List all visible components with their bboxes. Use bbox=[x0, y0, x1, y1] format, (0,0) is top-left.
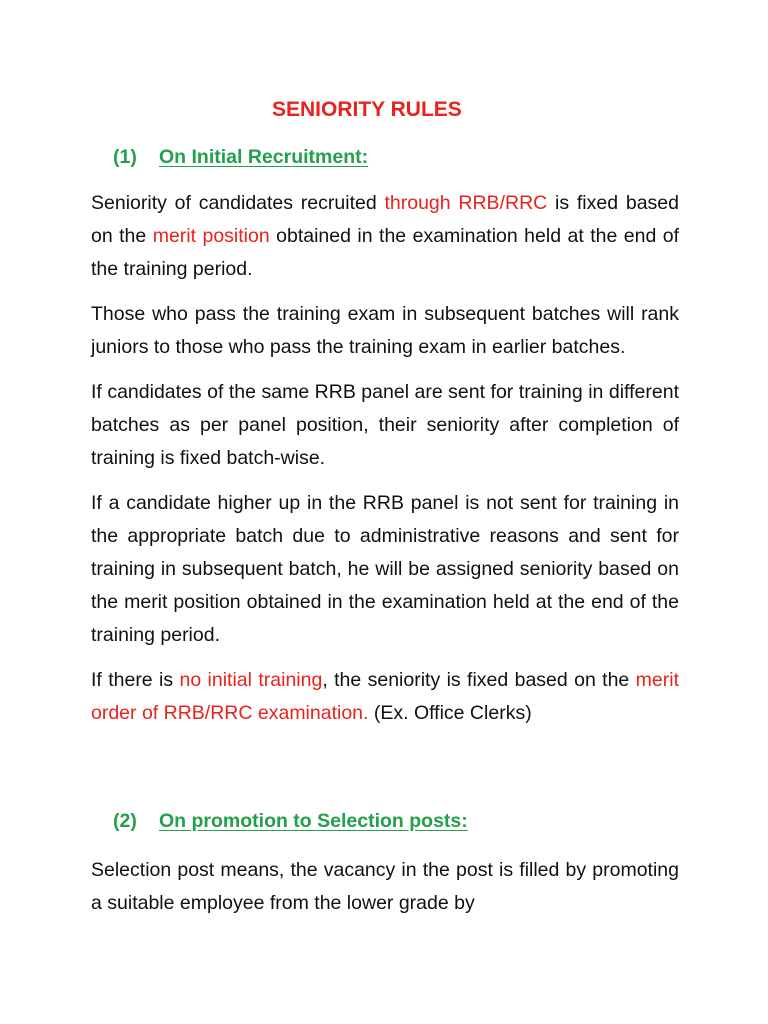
highlighted-text: no initial training bbox=[179, 669, 323, 691]
section-number: (2) bbox=[113, 810, 137, 832]
section-heading-selection-posts bbox=[113, 810, 468, 833]
paragraph bbox=[91, 664, 679, 730]
paragraph bbox=[91, 187, 679, 286]
section-heading-initial-recruitment bbox=[113, 146, 368, 169]
section-body-initial-recruitment bbox=[91, 187, 679, 730]
paragraph bbox=[91, 376, 679, 475]
paragraph bbox=[91, 487, 679, 652]
text-segment: Seniority of candidates recruited bbox=[91, 192, 385, 214]
paragraph bbox=[91, 298, 679, 364]
text-segment: Selection post means, the vacancy in the post is filled by promoting a suitable employee from the lower grade by bbox=[91, 859, 679, 914]
text-segment: If a candidate higher up in the RRB panel is not sent for training in the appropriate batch due to administrative reasons and sent for training in subsequent batch, he will be assigned seniority based on the merit position obtained in the examination held at the end of the training period. bbox=[91, 492, 679, 646]
highlighted-text: merit position bbox=[152, 225, 270, 247]
paragraph bbox=[91, 854, 679, 920]
text-segment: If there is bbox=[91, 669, 180, 691]
text-segment: obtained in the examination held at the end of the training period. bbox=[91, 225, 680, 280]
section-heading-text: On promotion to Selection posts: bbox=[159, 810, 468, 832]
section-number: (1) bbox=[113, 146, 137, 168]
highlighted-text: merit order of RRB/RRC examination. bbox=[91, 669, 679, 724]
text-segment: is fixed based on the bbox=[91, 192, 679, 247]
section-heading-text: On Initial Recruitment: bbox=[159, 146, 369, 168]
text-segment: , the seniority is fixed based on the bbox=[322, 669, 636, 691]
highlighted-text: through RRB/RRC bbox=[384, 192, 548, 214]
document-title: SENIORITY RULES bbox=[272, 98, 462, 121]
text-segment: If candidates of the same RRB panel are sent for training in different batches as per panel position, their seniority after completion of training is fixed batch-wise. bbox=[91, 381, 679, 469]
section-body-selection-posts bbox=[91, 854, 679, 920]
text-segment: (Ex. Office Clerks) bbox=[368, 702, 532, 724]
text-segment: Those who pass the training exam in subsequent batches will rank juniors to those who pass the training exam in earlier batches. bbox=[91, 303, 679, 358]
